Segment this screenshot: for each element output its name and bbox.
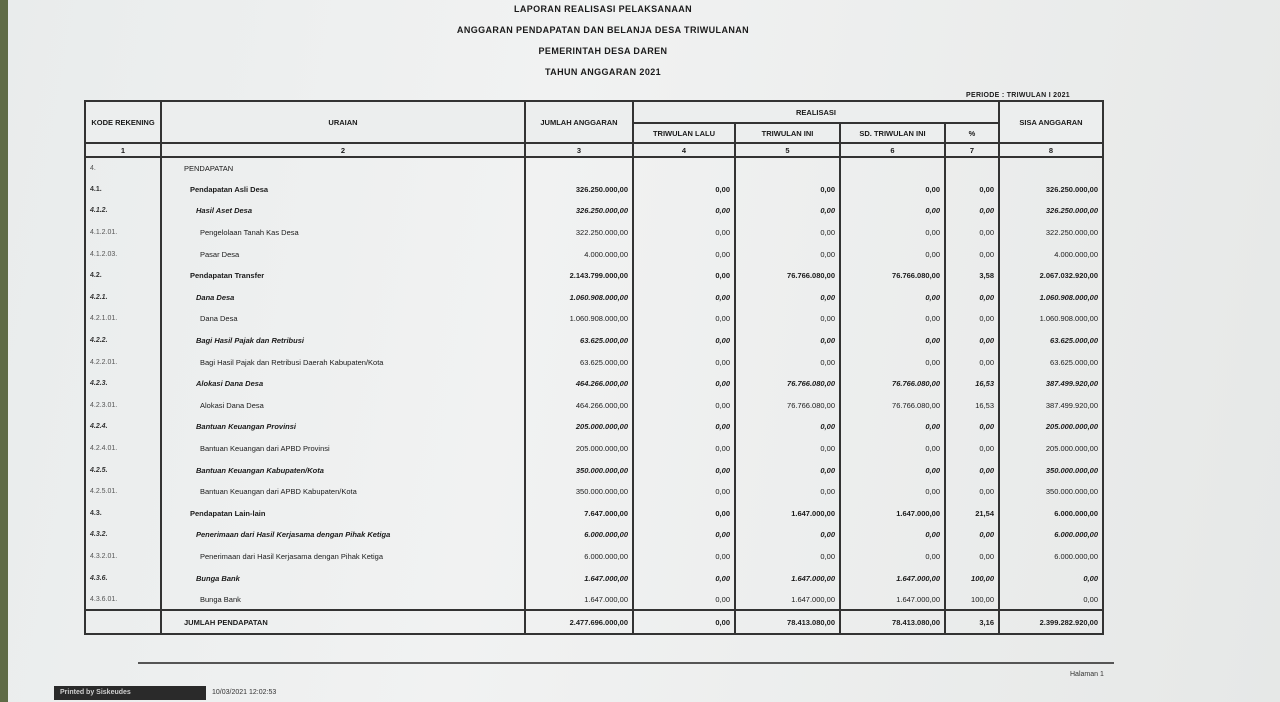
table-row bbox=[85, 287, 1103, 309]
row-kode: 4.3.2. bbox=[85, 524, 161, 546]
row-persen: 0,00 bbox=[945, 330, 999, 352]
row-kode: 4.3.6.01. bbox=[85, 589, 161, 611]
row-jumlah: 322.250.000,00 bbox=[525, 222, 633, 244]
column-number: 8 bbox=[999, 143, 1103, 157]
row-triwulan-ini: 0,00 bbox=[735, 481, 840, 503]
row-jumlah: 350.000.000,00 bbox=[525, 481, 633, 503]
row-persen: 16,53 bbox=[945, 373, 999, 395]
row-jumlah: 464.266.000,00 bbox=[525, 373, 633, 395]
row-jumlah: 2.143.799.000,00 bbox=[525, 265, 633, 287]
table-row bbox=[85, 179, 1103, 201]
row-uraian: Bagi Hasil Pajak dan Retribusi Daerah Kabupaten/Kota bbox=[161, 351, 525, 373]
row-persen: 0,00 bbox=[945, 222, 999, 244]
row-persen: 0,00 bbox=[945, 308, 999, 330]
row-kode: 4.3.6. bbox=[85, 567, 161, 589]
row-uraian: Pendapatan Lain-lain bbox=[161, 503, 525, 525]
row-uraian: Penerimaan dari Hasil Kerjasama dengan Pihak Ketiga bbox=[161, 524, 525, 546]
total-triwulan-ini: 78.413.080,00 bbox=[735, 610, 840, 634]
row-kode: 4.2.5. bbox=[85, 459, 161, 481]
row-uraian: Bunga Bank bbox=[161, 567, 525, 589]
row-sisa: 1.060.908.000,00 bbox=[999, 308, 1103, 330]
row-triwulan-lalu: 0,00 bbox=[633, 416, 735, 438]
row-persen: 0,00 bbox=[945, 243, 999, 265]
row-persen: 0,00 bbox=[945, 438, 999, 460]
table-row bbox=[85, 459, 1103, 481]
row-kode: 4.2.1. bbox=[85, 287, 161, 309]
row-triwulan-lalu: 0,00 bbox=[633, 287, 735, 309]
total-triwulan-lalu: 0,00 bbox=[633, 610, 735, 634]
row-kode: 4.1. bbox=[85, 179, 161, 201]
row-uraian: Pendapatan Asli Desa bbox=[161, 179, 525, 201]
row-uraian: Alokasi Dana Desa bbox=[161, 395, 525, 417]
row-triwulan-ini: 0,00 bbox=[735, 351, 840, 373]
row-triwulan-lalu: 0,00 bbox=[633, 567, 735, 589]
report-title-block bbox=[8, 4, 1198, 88]
row-sisa: 350.000.000,00 bbox=[999, 459, 1103, 481]
row-jumlah: 6.000.000,00 bbox=[525, 524, 633, 546]
row-uraian: Bantuan Keuangan Provinsi bbox=[161, 416, 525, 438]
row-triwulan-lalu: 0,00 bbox=[633, 330, 735, 352]
row-jumlah: 350.000.000,00 bbox=[525, 459, 633, 481]
report-title-line-2: ANGGARAN PENDAPATAN DAN BELANJA DESA TRIWULANAN bbox=[456, 25, 750, 35]
row-sd-triwulan-ini: 0,00 bbox=[840, 200, 945, 222]
row-sisa: 6.000.000,00 bbox=[999, 524, 1103, 546]
row-sd-triwulan-ini: 0,00 bbox=[840, 438, 945, 460]
row-sd-triwulan-ini: 0,00 bbox=[840, 416, 945, 438]
page-label: Halaman 1 bbox=[1070, 671, 1104, 678]
row-triwulan-ini: 0,00 bbox=[735, 416, 840, 438]
table-row bbox=[85, 308, 1103, 330]
column-number: 7 bbox=[945, 143, 999, 157]
row-kode: 4.2.2.01. bbox=[85, 351, 161, 373]
table-row bbox=[85, 157, 1103, 179]
printed-by-badge: Printed by Siskeudes bbox=[54, 686, 206, 700]
table-row bbox=[85, 243, 1103, 265]
row-triwulan-ini: 1.647.000,00 bbox=[735, 503, 840, 525]
row-sd-triwulan-ini: 1.647.000,00 bbox=[840, 567, 945, 589]
header-triwulan-lalu: TRIWULAN LALU bbox=[633, 123, 735, 143]
row-triwulan-lalu: 0,00 bbox=[633, 243, 735, 265]
row-triwulan-lalu: 0,00 bbox=[633, 222, 735, 244]
total-label: JUMLAH PENDAPATAN bbox=[161, 610, 525, 634]
row-sd-triwulan-ini: 0,00 bbox=[840, 524, 945, 546]
header-kode-rekening: KODE REKENING bbox=[85, 101, 161, 143]
table-row bbox=[85, 589, 1103, 611]
row-jumlah bbox=[525, 157, 633, 179]
total-sisa: 2.399.282.920,00 bbox=[999, 610, 1103, 634]
row-sisa: 1.060.908.000,00 bbox=[999, 287, 1103, 309]
row-triwulan-ini: 0,00 bbox=[735, 308, 840, 330]
row-triwulan-lalu: 0,00 bbox=[633, 546, 735, 568]
row-sd-triwulan-ini: 1.647.000,00 bbox=[840, 589, 945, 611]
row-triwulan-lalu bbox=[633, 157, 735, 179]
row-triwulan-lalu: 0,00 bbox=[633, 179, 735, 201]
table-row bbox=[85, 567, 1103, 589]
table-body bbox=[85, 157, 1103, 610]
row-kode: 4.2.4. bbox=[85, 416, 161, 438]
row-sisa: 63.625.000,00 bbox=[999, 351, 1103, 373]
row-uraian: Pendapatan Transfer bbox=[161, 265, 525, 287]
print-timestamp: 10/03/2021 12:02:53 bbox=[212, 689, 277, 696]
row-sd-triwulan-ini: 0,00 bbox=[840, 351, 945, 373]
row-sisa bbox=[999, 157, 1103, 179]
row-persen: 0,00 bbox=[945, 481, 999, 503]
row-sisa: 4.000.000,00 bbox=[999, 243, 1103, 265]
table-row bbox=[85, 416, 1103, 438]
header-persen: % bbox=[945, 123, 999, 143]
row-kode: 4.1.2.01. bbox=[85, 222, 161, 244]
row-triwulan-lalu: 0,00 bbox=[633, 395, 735, 417]
header-sd-triwulan-ini: SD. TRIWULAN INI bbox=[840, 123, 945, 143]
row-jumlah: 1.060.908.000,00 bbox=[525, 287, 633, 309]
row-triwulan-ini: 0,00 bbox=[735, 179, 840, 201]
row-sd-triwulan-ini: 0,00 bbox=[840, 481, 945, 503]
row-sd-triwulan-ini: 76.766.080,00 bbox=[840, 373, 945, 395]
total-jumlah: 2.477.696.000,00 bbox=[525, 610, 633, 634]
row-sisa: 326.250.000,00 bbox=[999, 179, 1103, 201]
row-persen: 16,53 bbox=[945, 395, 999, 417]
column-number: 6 bbox=[840, 143, 945, 157]
row-uraian: Bunga Bank bbox=[161, 589, 525, 611]
row-jumlah: 326.250.000,00 bbox=[525, 200, 633, 222]
table-row bbox=[85, 265, 1103, 287]
column-number: 3 bbox=[525, 143, 633, 157]
row-sisa: 205.000.000,00 bbox=[999, 438, 1103, 460]
row-uraian: Penerimaan dari Hasil Kerjasama dengan Pihak Ketiga bbox=[161, 546, 525, 568]
row-jumlah: 1.647.000,00 bbox=[525, 589, 633, 611]
row-triwulan-ini: 0,00 bbox=[735, 243, 840, 265]
row-triwulan-ini: 0,00 bbox=[735, 287, 840, 309]
row-persen: 0,00 bbox=[945, 546, 999, 568]
row-persen: 0,00 bbox=[945, 524, 999, 546]
row-uraian: Pengelolaan Tanah Kas Desa bbox=[161, 222, 525, 244]
row-sd-triwulan-ini: 0,00 bbox=[840, 179, 945, 201]
row-uraian: Bagi Hasil Pajak dan Retribusi bbox=[161, 330, 525, 352]
report-sheet bbox=[8, 0, 1280, 702]
row-kode: 4.3.2.01. bbox=[85, 546, 161, 568]
row-sisa: 6.000.000,00 bbox=[999, 546, 1103, 568]
row-persen bbox=[945, 157, 999, 179]
row-triwulan-lalu: 0,00 bbox=[633, 503, 735, 525]
row-sisa: 2.067.032.920,00 bbox=[999, 265, 1103, 287]
row-uraian: Dana Desa bbox=[161, 287, 525, 309]
row-triwulan-ini: 76.766.080,00 bbox=[735, 373, 840, 395]
table-row bbox=[85, 524, 1103, 546]
column-number: 1 bbox=[85, 143, 161, 157]
total-row bbox=[85, 610, 1103, 634]
row-triwulan-ini: 1.647.000,00 bbox=[735, 567, 840, 589]
row-triwulan-lalu: 0,00 bbox=[633, 351, 735, 373]
table-row bbox=[85, 481, 1103, 503]
row-uraian: Hasil Aset Desa bbox=[161, 200, 525, 222]
row-uraian: Dana Desa bbox=[161, 308, 525, 330]
column-number: 5 bbox=[735, 143, 840, 157]
row-triwulan-lalu: 0,00 bbox=[633, 200, 735, 222]
row-uraian: Bantuan Keuangan dari APBD Kabupaten/Kota bbox=[161, 481, 525, 503]
row-jumlah: 326.250.000,00 bbox=[525, 179, 633, 201]
total-kode bbox=[85, 610, 161, 634]
row-sisa: 322.250.000,00 bbox=[999, 222, 1103, 244]
row-uraian: Bantuan Keuangan dari APBD Provinsi bbox=[161, 438, 525, 460]
row-triwulan-lalu: 0,00 bbox=[633, 481, 735, 503]
row-kode: 4.3. bbox=[85, 503, 161, 525]
table-row bbox=[85, 330, 1103, 352]
row-kode: 4.1.2. bbox=[85, 200, 161, 222]
row-kode: 4.2.2. bbox=[85, 330, 161, 352]
table-row bbox=[85, 395, 1103, 417]
table-row bbox=[85, 503, 1103, 525]
row-jumlah: 205.000.000,00 bbox=[525, 438, 633, 460]
row-persen: 0,00 bbox=[945, 416, 999, 438]
report-title-line-3: PEMERINTAH DESA DAREN bbox=[538, 46, 668, 56]
row-sisa: 387.499.920,00 bbox=[999, 373, 1103, 395]
row-triwulan-lalu: 0,00 bbox=[633, 438, 735, 460]
row-sisa: 326.250.000,00 bbox=[999, 200, 1103, 222]
row-jumlah: 7.647.000,00 bbox=[525, 503, 633, 525]
row-persen: 0,00 bbox=[945, 179, 999, 201]
header-sisa-anggaran: SISA ANGGARAN bbox=[999, 101, 1103, 143]
header-jumlah-anggaran: JUMLAH ANGGARAN bbox=[525, 101, 633, 143]
row-kode: 4.2.3. bbox=[85, 373, 161, 395]
row-triwulan-lalu: 0,00 bbox=[633, 373, 735, 395]
row-sd-triwulan-ini: 0,00 bbox=[840, 222, 945, 244]
row-sisa: 0,00 bbox=[999, 589, 1103, 611]
total-persen: 3,16 bbox=[945, 610, 999, 634]
row-jumlah: 464.266.000,00 bbox=[525, 395, 633, 417]
total-sd-triwulan-ini: 78.413.080,00 bbox=[840, 610, 945, 634]
row-triwulan-lalu: 0,00 bbox=[633, 589, 735, 611]
row-triwulan-lalu: 0,00 bbox=[633, 308, 735, 330]
row-triwulan-lalu: 0,00 bbox=[633, 524, 735, 546]
row-triwulan-ini: 0,00 bbox=[735, 438, 840, 460]
table-row bbox=[85, 438, 1103, 460]
row-sd-triwulan-ini: 0,00 bbox=[840, 287, 945, 309]
column-number: 2 bbox=[161, 143, 525, 157]
row-triwulan-ini: 0,00 bbox=[735, 330, 840, 352]
row-jumlah: 6.000.000,00 bbox=[525, 546, 633, 568]
row-sisa: 387.499.920,00 bbox=[999, 395, 1103, 417]
row-sd-triwulan-ini: 0,00 bbox=[840, 546, 945, 568]
row-triwulan-ini: 0,00 bbox=[735, 524, 840, 546]
row-persen: 100,00 bbox=[945, 589, 999, 611]
row-sd-triwulan-ini: 0,00 bbox=[840, 243, 945, 265]
row-triwulan-lalu: 0,00 bbox=[633, 459, 735, 481]
row-uraian: Bantuan Keuangan Kabupaten/Kota bbox=[161, 459, 525, 481]
row-jumlah: 63.625.000,00 bbox=[525, 330, 633, 352]
row-persen: 0,00 bbox=[945, 459, 999, 481]
row-triwulan-ini: 0,00 bbox=[735, 459, 840, 481]
row-sd-triwulan-ini bbox=[840, 157, 945, 179]
row-kode: 4.2.3.01. bbox=[85, 395, 161, 417]
row-kode: 4.2.5.01. bbox=[85, 481, 161, 503]
row-jumlah: 1.647.000,00 bbox=[525, 567, 633, 589]
row-jumlah: 1.060.908.000,00 bbox=[525, 308, 633, 330]
row-jumlah: 4.000.000,00 bbox=[525, 243, 633, 265]
row-uraian: Pasar Desa bbox=[161, 243, 525, 265]
realisasi-table bbox=[84, 100, 1104, 635]
row-triwulan-ini: 0,00 bbox=[735, 200, 840, 222]
row-sisa: 350.000.000,00 bbox=[999, 481, 1103, 503]
row-sd-triwulan-ini: 0,00 bbox=[840, 459, 945, 481]
row-triwulan-lalu: 0,00 bbox=[633, 265, 735, 287]
row-sisa: 63.625.000,00 bbox=[999, 330, 1103, 352]
row-sd-triwulan-ini: 1.647.000,00 bbox=[840, 503, 945, 525]
row-sd-triwulan-ini: 0,00 bbox=[840, 308, 945, 330]
row-kode: 4.2.1.01. bbox=[85, 308, 161, 330]
header-realisasi: REALISASI bbox=[633, 101, 999, 123]
table-row bbox=[85, 373, 1103, 395]
row-triwulan-ini: 76.766.080,00 bbox=[735, 395, 840, 417]
row-uraian: Alokasi Dana Desa bbox=[161, 373, 525, 395]
table-row bbox=[85, 546, 1103, 568]
row-persen: 3,58 bbox=[945, 265, 999, 287]
table-row bbox=[85, 200, 1103, 222]
header-uraian: URAIAN bbox=[161, 101, 525, 143]
row-uraian: PENDAPATAN bbox=[161, 157, 525, 179]
row-persen: 0,00 bbox=[945, 200, 999, 222]
report-title-line-1: LAPORAN REALISASI PELAKSANAAN bbox=[513, 4, 693, 14]
row-sisa: 205.000.000,00 bbox=[999, 416, 1103, 438]
row-sd-triwulan-ini: 0,00 bbox=[840, 330, 945, 352]
row-jumlah: 205.000.000,00 bbox=[525, 416, 633, 438]
row-kode: 4.2. bbox=[85, 265, 161, 287]
report-periode: PERIODE : TRIWULAN I 2021 bbox=[966, 92, 1070, 99]
table-row bbox=[85, 351, 1103, 373]
table-row bbox=[85, 222, 1103, 244]
report-title-line-4: TAHUN ANGGARAN 2021 bbox=[544, 67, 662, 77]
row-persen: 0,00 bbox=[945, 287, 999, 309]
row-persen: 0,00 bbox=[945, 351, 999, 373]
row-triwulan-ini: 0,00 bbox=[735, 222, 840, 244]
row-sisa: 0,00 bbox=[999, 567, 1103, 589]
row-triwulan-ini bbox=[735, 157, 840, 179]
header-triwulan-ini: TRIWULAN INI bbox=[735, 123, 840, 143]
row-triwulan-ini: 0,00 bbox=[735, 546, 840, 568]
row-triwulan-ini: 76.766.080,00 bbox=[735, 265, 840, 287]
row-sd-triwulan-ini: 76.766.080,00 bbox=[840, 395, 945, 417]
row-kode: 4. bbox=[85, 157, 161, 179]
column-number: 4 bbox=[633, 143, 735, 157]
footer-divider bbox=[138, 662, 1114, 664]
row-persen: 21,54 bbox=[945, 503, 999, 525]
row-kode: 4.1.2.03. bbox=[85, 243, 161, 265]
row-jumlah: 63.625.000,00 bbox=[525, 351, 633, 373]
row-sd-triwulan-ini: 76.766.080,00 bbox=[840, 265, 945, 287]
row-kode: 4.2.4.01. bbox=[85, 438, 161, 460]
row-persen: 100,00 bbox=[945, 567, 999, 589]
row-triwulan-ini: 1.647.000,00 bbox=[735, 589, 840, 611]
row-sisa: 6.000.000,00 bbox=[999, 503, 1103, 525]
